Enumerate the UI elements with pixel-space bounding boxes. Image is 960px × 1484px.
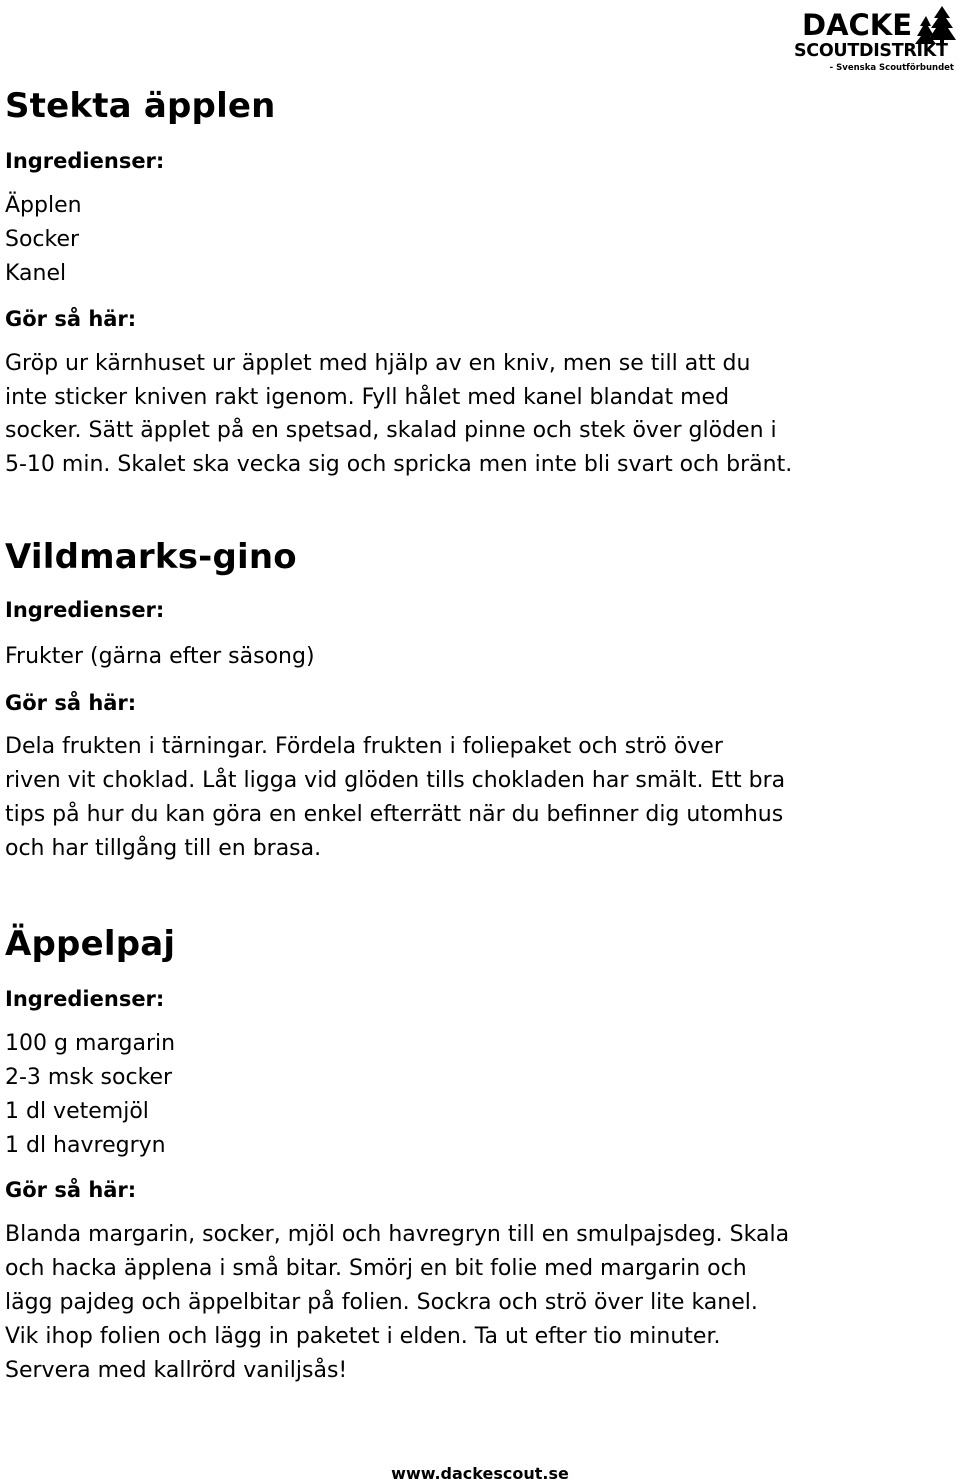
ingredient-item: 2-3 msk socker <box>5 1065 173 1090</box>
recipe-title: Stekta äpplen <box>5 86 276 126</box>
instructions-label: Gör så här: <box>5 307 137 331</box>
instructions-text <box>5 730 940 866</box>
logo-subtitle: SCOUTDISTRIKT <box>794 41 948 61</box>
recipe-vildmarks-gino <box>5 537 900 577</box>
ingredient-item: Äpplen <box>5 193 82 218</box>
instructions-text <box>5 347 940 481</box>
instruction-line: lägg pajdeg och äppelbitar på folien. Sockra och strö över lite kanel. <box>5 1290 758 1315</box>
instructions-label: Gör så här: <box>5 691 137 715</box>
instruction-line: och har tillgång till en brasa. <box>5 836 322 861</box>
instructions-section <box>5 305 900 333</box>
ingredients-label: Ingredienser: <box>5 598 165 622</box>
ingredient-item: Kanel <box>5 261 67 286</box>
instruction-line: tips på hur du kan göra en enkel efterrätt när du befinner dig utomhus <box>5 802 784 827</box>
instruction-line: Vik ihop folien och lägg in paketet i elden. Ta ut efter tio minuter. <box>5 1324 721 1349</box>
ingredients-section <box>5 985 900 1013</box>
instruction-line: inte sticker kniven rakt igenom. Fyll hålet med kanel blandat med <box>5 384 730 410</box>
instruction-line: Gröp ur kärnhuset ur äpplet med hjälp av en kniv, men se till att du <box>5 351 751 376</box>
ingredients-section <box>5 596 900 624</box>
instruction-line: Servera med kallrörd vaniljsås! <box>5 1358 348 1383</box>
instructions-section <box>5 689 900 717</box>
recipe-stekta-applen <box>5 86 900 126</box>
ingredients-list <box>5 1027 900 1163</box>
logo-title: DACKE <box>802 8 913 42</box>
ingredient-item: 100 g margarin <box>5 1031 176 1056</box>
ingredient-item: Socker <box>5 227 80 252</box>
dacke-scoutdistrikt-logo <box>792 8 958 80</box>
ingredients-label: Ingredienser: <box>5 987 165 1011</box>
instruction-line: riven vit choklad. Låt ligga vid glöden tills chokladen har smält. Ett bra <box>5 768 786 793</box>
ingredients-list <box>5 189 900 291</box>
ingredients-list <box>5 640 900 674</box>
instructions-section <box>5 1176 900 1204</box>
instructions-label: Gör så här: <box>5 1178 137 1202</box>
recipe-title: Vildmarks-gino <box>5 537 297 577</box>
ingredient-item: Frukter (gärna efter säsong) <box>5 644 315 669</box>
footer-url[interactable]: www.dackescout.se <box>391 1464 569 1483</box>
logo-tagline: - Svenska Scoutförbundet <box>829 63 954 73</box>
instruction-line: Dela frukten i tärningar. Fördela frukten i foliepaket och strö över <box>5 734 723 759</box>
instruction-line: socker. Sätt äpplet på en spetsad, skalad pinne och stek över glöden i <box>5 418 777 443</box>
instructions-text <box>5 1218 940 1388</box>
ingredient-item: 1 dl havregryn <box>5 1133 166 1158</box>
instruction-line: 5-10 min. Skalet ska vecka sig och spricka men inte bli svart och bränt. <box>5 451 793 477</box>
ingredients-section <box>5 147 900 175</box>
instruction-line: och hacka äpplena i små bitar. Smörj en bit folie med margarin och <box>5 1256 747 1281</box>
ingredient-item: 1 dl vetemjöl <box>5 1099 149 1124</box>
recipe-title: Äppelpaj <box>5 924 176 964</box>
instruction-line: Blanda margarin, socker, mjöl och havregryn till en smulpajsdeg. Skala <box>5 1222 790 1247</box>
recipe-appelpaj <box>5 924 900 964</box>
ingredients-label: Ingredienser: <box>5 149 165 173</box>
